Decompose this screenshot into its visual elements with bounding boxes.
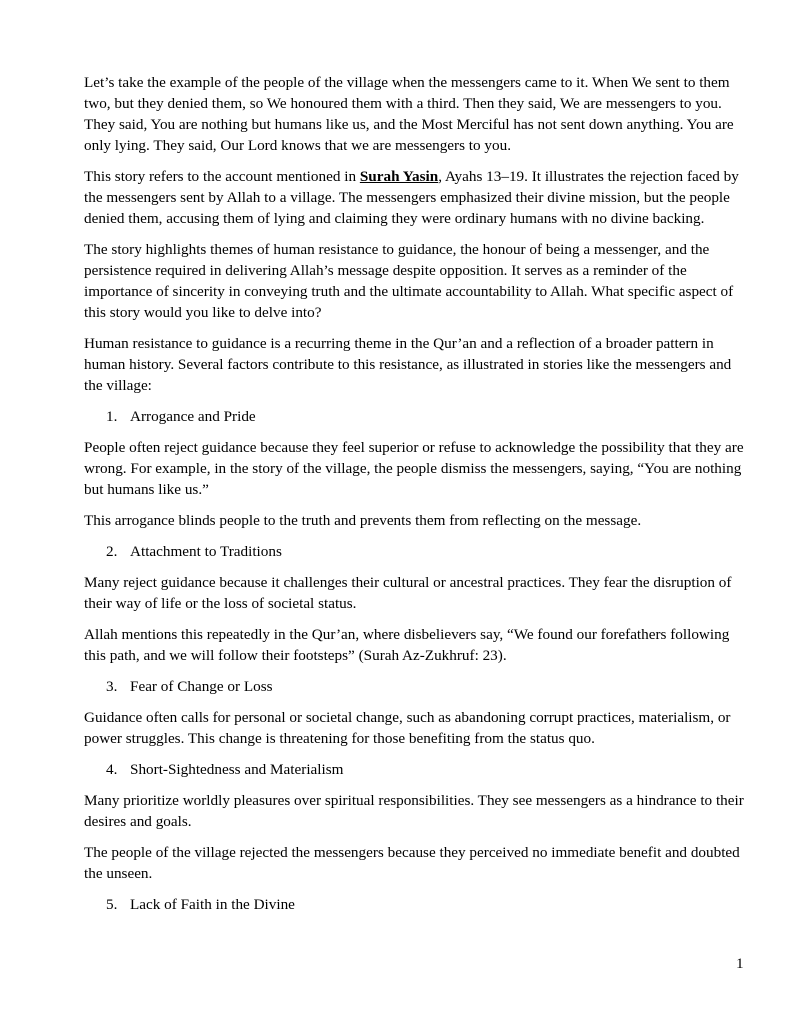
paragraph-arrogance-effect: This arrogance blinds people to the truth and prevents them from reflecting on the message. [84,512,642,529]
paragraph-text: , Ayahs 13–19. It illustrates the rejection faced by the messengers sent by Allah to a village. The messengers emphasized their divine mission, but the people denied them, accusing them of lying and claiming they were ordinary humans with no divine backing. [84,168,739,227]
paragraph-forefathers: Allah mentions this repeatedly in the Qur’an, where disbelievers say, “We found our forefathers following this path, and we will follow their footsteps” (Surah Az-Zukhruf: 23). [84,626,730,664]
paragraph-themes: The story highlights themes of human resistance to guidance, the honour of being a messenger, and the persistence required in delivering Allah’s message despite opposition. It serves as a reminder of the importance of sincerity in conveying truth and the ultimate accountability to Allah. What specific aspect of this story would you like to delve into? [84,241,734,321]
list-item-traditions [84,541,744,562]
list-number: 1. [106,408,118,425]
paragraph-story-reference [84,166,744,229]
list-item-faith [84,894,744,915]
list-item-label: Attachment to Traditions [130,543,282,560]
list-item-label: Fear of Change or Loss [130,678,273,695]
list-number: 5. [106,896,118,913]
list-item-label: Lack of Faith in the Divine [130,896,295,913]
paragraph-intro: Let’s take the example of the people of the village when the messengers came to it. When We sent to them two, but they denied them, so We honoured them with a third. Then they said, We are messengers to you. They said, You are nothing but humans like us, and the Most Merciful has not sent down anything. You are only lying. They said, Our Lord knows that we are messengers to you. [84,74,734,154]
paragraph-text: This story refers to the account mentioned in [84,168,360,185]
paragraph-resistance-intro: Human resistance to guidance is a recurring theme in the Qur’an and a reflection of a broader pattern in human history. Several factors contribute to this resistance, as illustrated in stories like the messengers and the village: [84,335,732,394]
paragraph-village-rejection: The people of the village rejected the messengers because they perceived no immediate benefit and doubted the unseen. [84,844,740,882]
paragraph-arrogance: People often reject guidance because they feel superior or refuse to acknowledge the possibility that they are wrong. For example, in the story of the village, the people dismiss the messengers, saying, “You are nothing but humans like us.” [84,439,744,498]
list-item-fear [84,676,744,697]
list-number: 2. [106,543,118,560]
paragraph-traditions: Many reject guidance because it challenges their cultural or ancestral practices. They fear the disruption of their way of life or the loss of societal status. [84,574,732,612]
list-item-label: Arrogance and Pride [130,408,256,425]
surah-yasin-link[interactable]: Surah Yasin [359,168,439,185]
list-item-label: Short-Sightedness and Materialism [130,761,344,778]
list-number: 4. [106,761,118,778]
list-number: 3. [106,678,118,695]
paragraph-change: Guidance often calls for personal or societal change, such as abandoning corrupt practices, materialism, or power struggles. This change is threatening for those benefiting from the status quo. [84,709,731,747]
document-body [84,72,744,925]
page-number: 1 [736,955,744,972]
list-item-arrogance [84,406,744,427]
list-item-materialism [84,759,744,780]
paragraph-worldly: Many prioritize worldly pleasures over spiritual responsibilities. They see messengers as a hindrance to their desires and goals. [84,792,744,830]
